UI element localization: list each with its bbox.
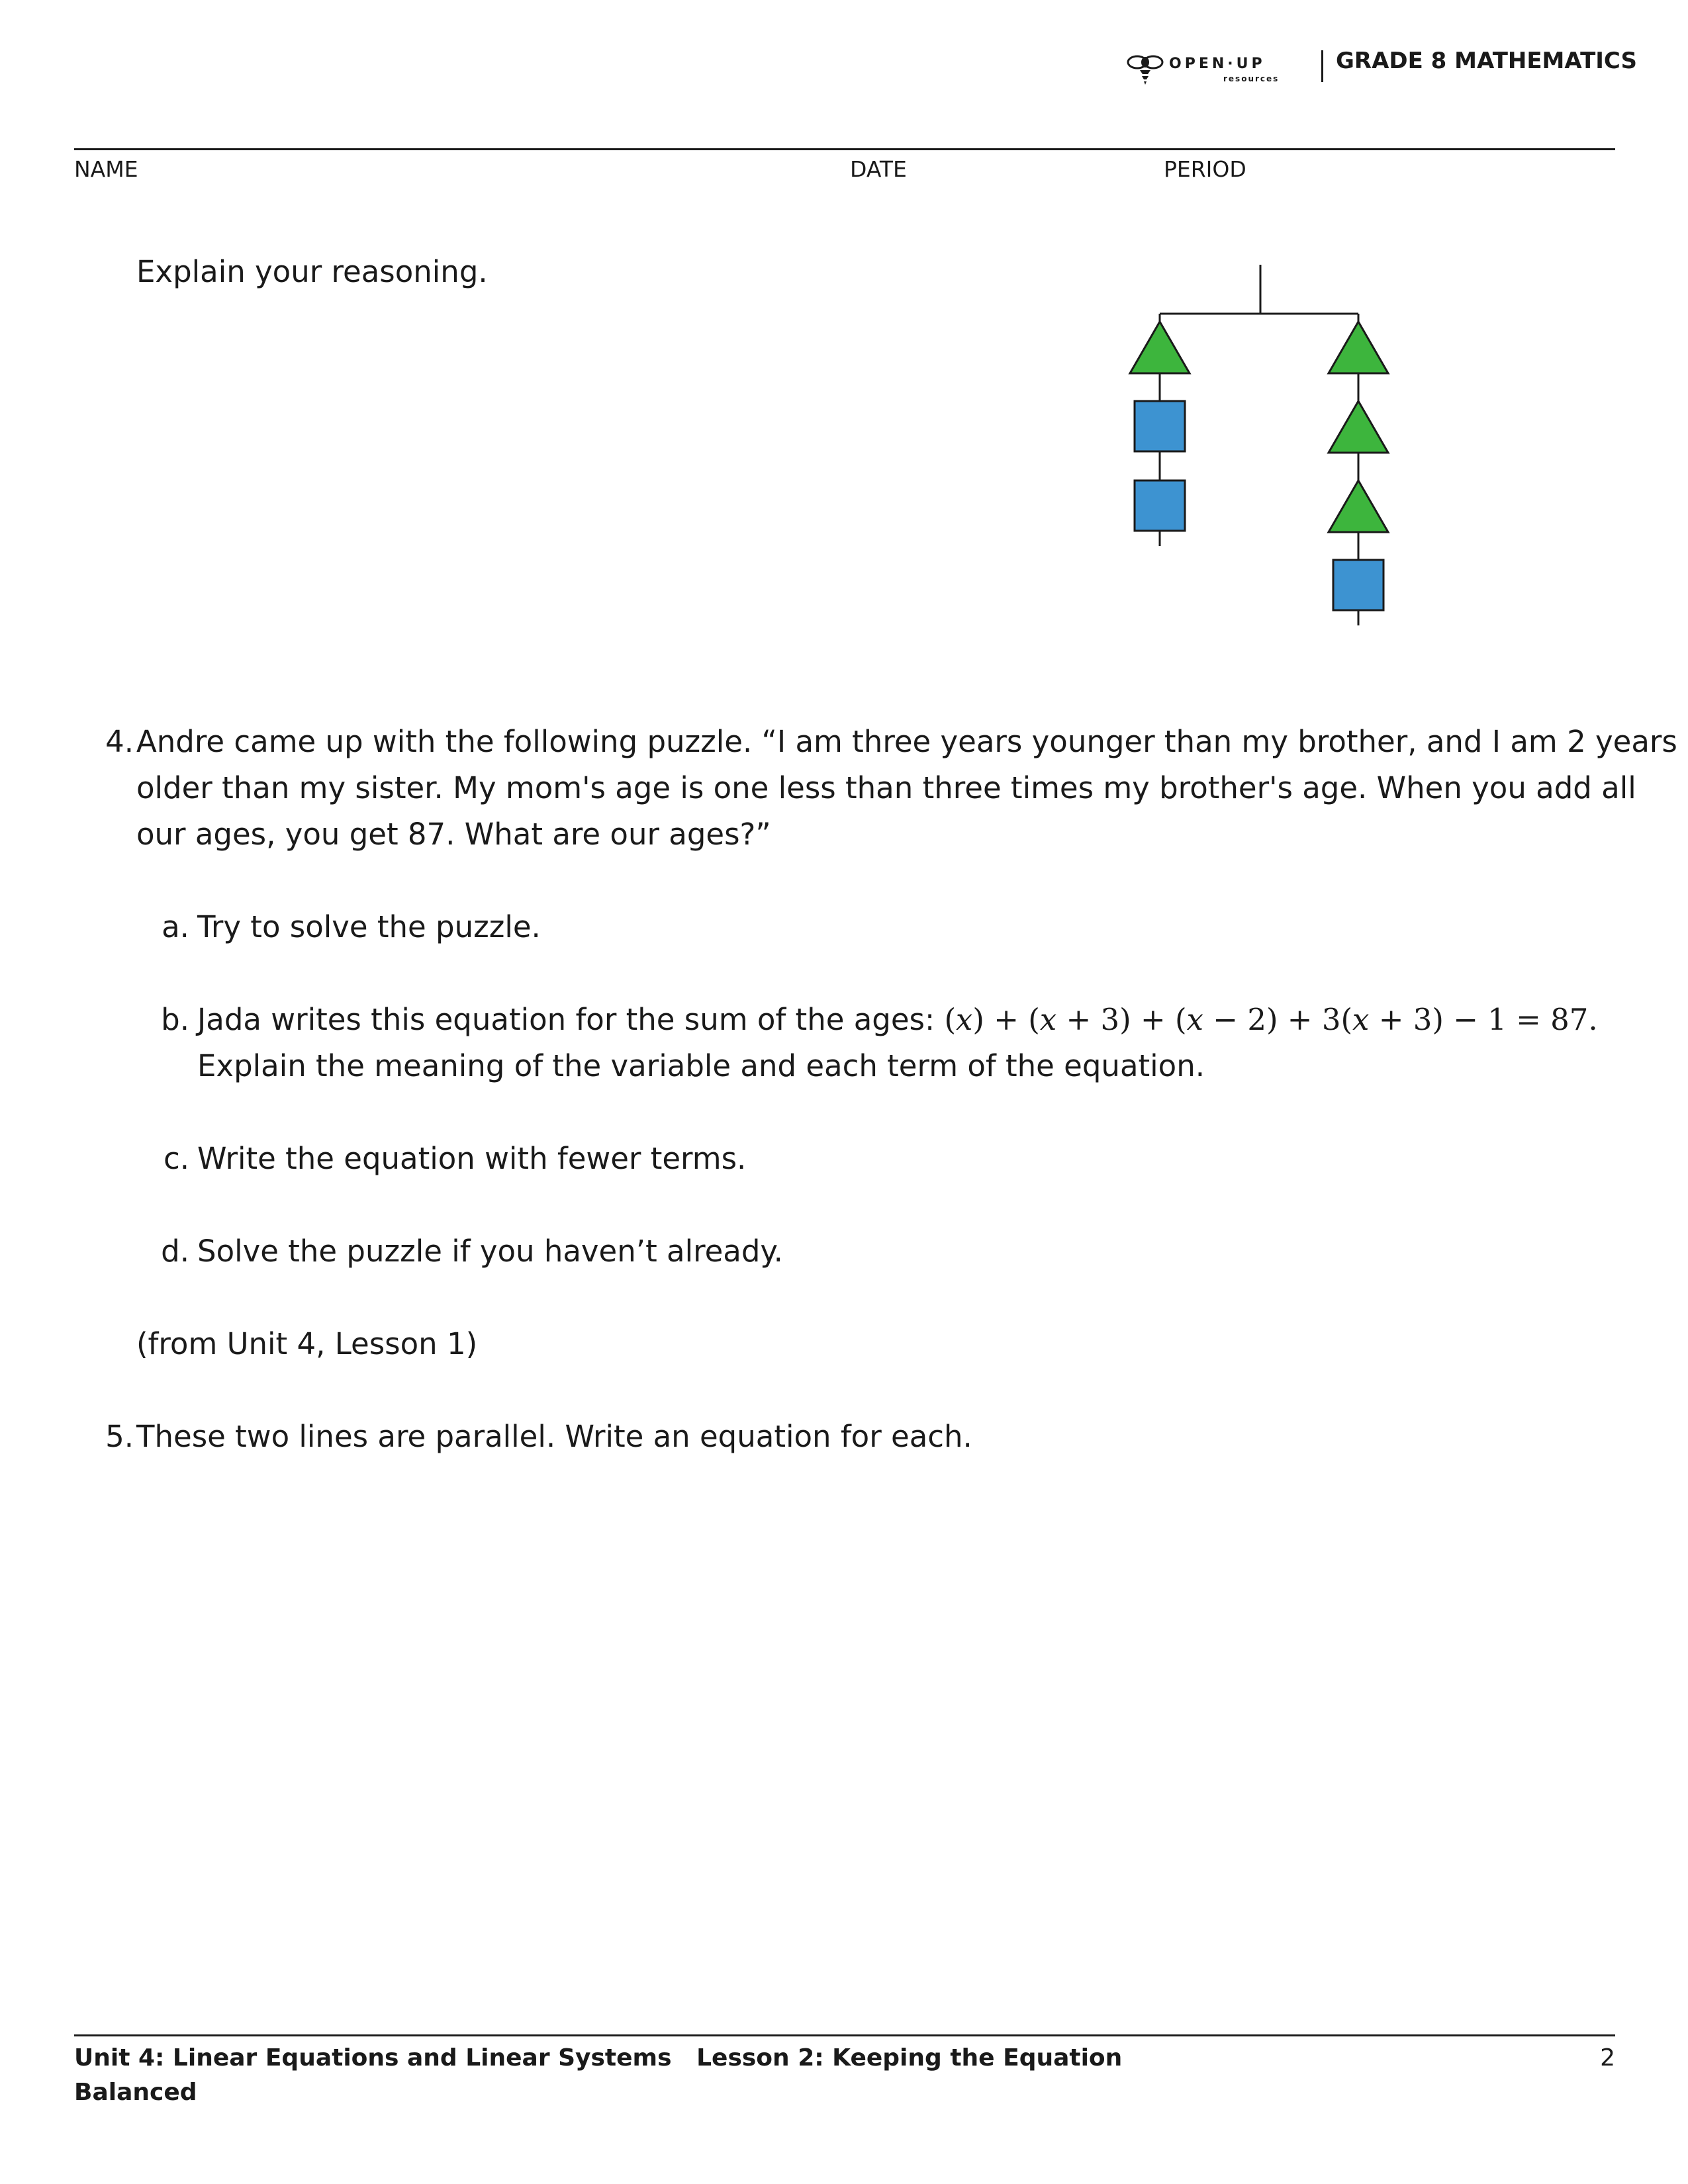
part-b-text xyxy=(197,997,1598,1043)
header-rule xyxy=(74,148,1615,150)
question-5-number: 5. xyxy=(105,1419,134,1454)
subject-title: GRADE 8 MATHEMATICS xyxy=(1336,48,1637,74)
page-number: 2 xyxy=(1600,2044,1615,2071)
header-divider xyxy=(1321,50,1323,82)
right-triangle-3 xyxy=(1329,480,1388,532)
bee-icon xyxy=(1125,48,1165,87)
right-triangle-1 xyxy=(1329,322,1388,373)
part-c-text: Write the equation with fewer terms. xyxy=(197,1141,747,1176)
ages-equation: (x) + (x + 3) + (x − 2) + 3(x + 3) − 1 = 87. xyxy=(944,1002,1598,1037)
footer-line-2: Balanced xyxy=(74,2079,197,2106)
period-field-label: PERIOD xyxy=(1164,156,1246,182)
part-a-text: Try to solve the puzzle. xyxy=(197,909,541,944)
question-4-line-3: our ages, you get 87. What are our ages?” xyxy=(136,817,771,852)
footer-rule xyxy=(74,2034,1615,2036)
explain-prompt: Explain your reasoning. xyxy=(136,254,488,289)
question-4-source: (from Unit 4, Lesson 1) xyxy=(136,1326,478,1361)
footer-unit-lesson xyxy=(74,2041,1122,2110)
left-triangle-1 xyxy=(1130,322,1190,373)
logo-subtext: resources xyxy=(1223,74,1280,83)
part-d-letter: d. xyxy=(161,1234,189,1269)
question-4-number: 4. xyxy=(105,724,134,759)
name-field-label: NAME xyxy=(74,156,138,182)
left-square-3 xyxy=(1135,480,1185,531)
left-square-2 xyxy=(1135,401,1185,451)
question-4-line-1: Andre came up with the following puzzle. “I am three years younger than my brother, and I am 2 years xyxy=(136,724,1677,759)
left-hanger-items xyxy=(1130,322,1190,531)
part-d-text: Solve the puzzle if you haven’t already. xyxy=(197,1234,783,1269)
part-b-line-2: Explain the meaning of the variable and each term of the equation. xyxy=(197,1048,1205,1083)
question-5-text: These two lines are parallel. Write an equation for each. xyxy=(136,1419,972,1454)
part-a-letter: a. xyxy=(162,909,189,944)
date-field-label: DATE xyxy=(850,156,907,182)
footer-line-1: Unit 4: Linear Equations and Linear Systems Lesson 2: Keeping the Equation xyxy=(74,2044,1123,2071)
question-4-line-2: older than my sister. My mom's age is one less than three times my brother's age. When you add all xyxy=(136,770,1636,805)
open-up-logo xyxy=(1125,48,1297,87)
right-triangle-2 xyxy=(1329,401,1388,453)
part-b-letter: b. xyxy=(161,1002,189,1037)
part-b-lead: Jada writes this equation for the sum of the ages: xyxy=(197,1002,945,1037)
part-c-letter: c. xyxy=(163,1141,189,1176)
hanger-diagram xyxy=(1119,258,1410,635)
right-square-4 xyxy=(1333,560,1383,610)
logo-wordmark: OPEN·UP xyxy=(1169,56,1266,72)
